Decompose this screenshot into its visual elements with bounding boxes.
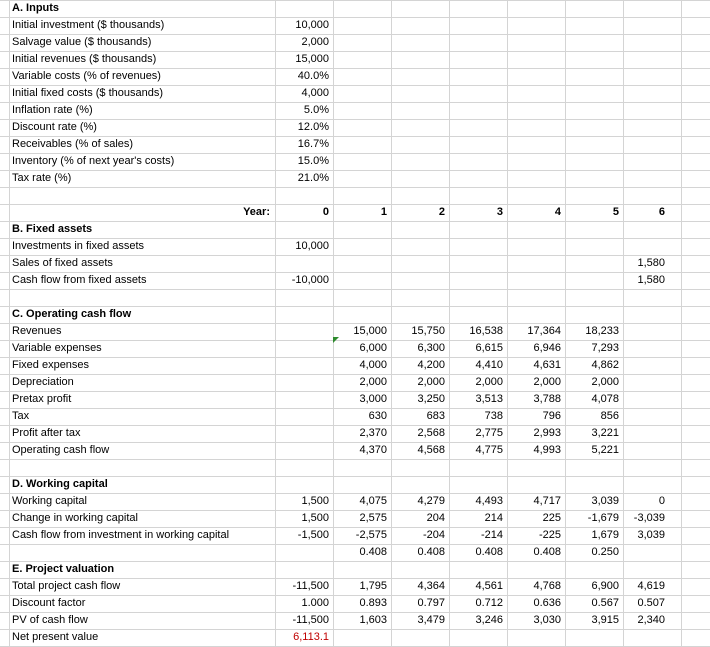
operating-value[interactable]: 4,568 <box>417 444 445 456</box>
valuation-value[interactable]: 3,915 <box>591 614 619 626</box>
input-value[interactable]: 10,000 <box>295 19 329 31</box>
operating-value[interactable]: 4,775 <box>475 444 503 456</box>
operating-value[interactable]: 2,568 <box>417 427 445 439</box>
fixed-assets-value[interactable]: 1,580 <box>637 257 665 269</box>
valuation-value[interactable]: 4,364 <box>417 580 445 592</box>
input-value[interactable]: 21.0% <box>297 172 329 184</box>
working-capital-value[interactable]: -2,575 <box>355 529 387 541</box>
input-label[interactable]: Initial fixed costs ($ thousands) <box>12 87 164 99</box>
operating-value[interactable]: 4,631 <box>533 359 561 371</box>
working-capital-value[interactable]: 225 <box>542 512 561 524</box>
valuation-row-label[interactable]: PV of cash flow <box>12 614 88 626</box>
year-header-label: Year: <box>243 206 270 218</box>
working-capital-value[interactable]: 3,039 <box>637 529 665 541</box>
operating-row-label[interactable]: Fixed expenses <box>12 359 90 371</box>
fixed-assets-row-label[interactable]: Cash flow from fixed assets <box>12 274 147 286</box>
working-capital-row-label[interactable]: Cash flow from investment in working capital <box>12 529 230 541</box>
working-capital-value[interactable]: 0.250 <box>591 546 619 558</box>
gridline-horizontal <box>0 289 710 290</box>
operating-row-label[interactable]: Profit after tax <box>12 427 81 439</box>
working-capital-value[interactable]: 4,075 <box>359 495 387 507</box>
working-capital-value[interactable]: -1,500 <box>297 529 329 541</box>
input-label[interactable]: Discount rate (%) <box>12 121 97 133</box>
valuation-row-label[interactable]: Net present value <box>12 631 99 643</box>
input-value[interactable]: 5.0% <box>303 104 329 116</box>
fixed-assets-row-label[interactable]: Sales of fixed assets <box>12 257 113 269</box>
net-present-value[interactable]: 6,113.1 <box>293 631 329 643</box>
working-capital-value[interactable]: 2,575 <box>359 512 387 524</box>
valuation-value[interactable]: 2,340 <box>637 614 665 626</box>
input-value[interactable]: 12.0% <box>297 121 329 133</box>
year-header-cell[interactable]: 2 <box>438 206 445 218</box>
input-label[interactable]: Tax rate (%) <box>12 172 72 184</box>
operating-value[interactable]: 2,993 <box>533 427 561 439</box>
operating-value[interactable]: 683 <box>426 410 445 422</box>
operating-value[interactable]: 7,293 <box>591 342 619 354</box>
operating-value[interactable]: 15,750 <box>411 325 445 337</box>
operating-value[interactable]: 6,300 <box>417 342 445 354</box>
input-label[interactable]: Salvage value ($ thousands) <box>12 36 152 48</box>
section-title-valuation[interactable]: E. Project valuation <box>12 563 115 575</box>
section-title-working-capital[interactable]: D. Working capital <box>12 478 108 490</box>
working-capital-value[interactable]: 1,500 <box>301 495 329 507</box>
valuation-value[interactable]: 0.797 <box>417 597 445 609</box>
valuation-value[interactable]: 4,619 <box>637 580 665 592</box>
fixed-assets-row-label[interactable]: Investments in fixed assets <box>12 240 145 252</box>
year-header-cell[interactable]: 4 <box>554 206 561 218</box>
working-capital-value[interactable]: 1,500 <box>301 512 329 524</box>
operating-row-label[interactable]: Revenues <box>12 325 62 337</box>
working-capital-row-label[interactable]: Working capital <box>12 495 87 507</box>
working-capital-row-label[interactable]: Change in working capital <box>12 512 138 524</box>
year-header-cell[interactable]: 0 <box>322 206 329 218</box>
working-capital-value[interactable]: 0.408 <box>359 546 387 558</box>
operating-value[interactable]: 630 <box>368 410 387 422</box>
year-header-cell[interactable]: 3 <box>496 206 503 218</box>
working-capital-value[interactable]: -3,039 <box>633 512 665 524</box>
operating-value[interactable]: 4,862 <box>591 359 619 371</box>
section-title-inputs[interactable]: A. Inputs <box>12 2 60 14</box>
working-capital-value[interactable]: 0.408 <box>533 546 561 558</box>
operating-value[interactable]: 4,410 <box>475 359 503 371</box>
operating-value[interactable]: 6,000 <box>359 342 387 354</box>
fixed-assets-value[interactable]: 10,000 <box>295 240 329 252</box>
input-value[interactable]: 2,000 <box>301 36 329 48</box>
operating-row-label[interactable]: Tax <box>12 410 30 422</box>
operating-value[interactable]: 4,078 <box>591 393 619 405</box>
input-value[interactable]: 40.0% <box>297 70 329 82</box>
working-capital-value[interactable]: 0 <box>658 495 665 507</box>
operating-value[interactable]: 738 <box>484 410 503 422</box>
valuation-value[interactable]: 3,030 <box>533 614 561 626</box>
operating-value[interactable]: 796 <box>542 410 561 422</box>
valuation-value[interactable]: 0.712 <box>475 597 503 609</box>
valuation-value[interactable]: 0.567 <box>591 597 619 609</box>
operating-row-label[interactable]: Operating cash flow <box>12 444 110 456</box>
operating-value[interactable]: 6,615 <box>475 342 503 354</box>
valuation-value[interactable]: 6,900 <box>591 580 619 592</box>
valuation-value[interactable]: 1.000 <box>301 597 329 609</box>
working-capital-value[interactable]: 4,279 <box>417 495 445 507</box>
year-header-cell[interactable]: 5 <box>612 206 619 218</box>
working-capital-value[interactable]: 1,679 <box>591 529 619 541</box>
valuation-value[interactable]: -11,500 <box>292 614 329 626</box>
operating-value[interactable]: 2,775 <box>475 427 503 439</box>
operating-value[interactable]: 17,364 <box>527 325 561 337</box>
operating-value[interactable]: 15,000 <box>353 325 387 337</box>
working-capital-value[interactable]: 3,039 <box>591 495 619 507</box>
working-capital-value[interactable]: -204 <box>422 529 445 541</box>
operating-value[interactable]: 3,788 <box>533 393 561 405</box>
working-capital-value[interactable]: -214 <box>480 529 503 541</box>
valuation-value[interactable]: 0.507 <box>637 597 665 609</box>
valuation-row-label[interactable]: Total project cash flow <box>12 580 121 592</box>
gridline-horizontal <box>0 187 710 188</box>
operating-value[interactable]: 3,221 <box>591 427 619 439</box>
year-header-cell[interactable]: 1 <box>380 206 387 218</box>
operating-value[interactable]: 2,000 <box>359 376 387 388</box>
working-capital-value[interactable]: 214 <box>484 512 503 524</box>
operating-value[interactable]: 2,000 <box>533 376 561 388</box>
operating-value[interactable]: 4,993 <box>533 444 561 456</box>
working-capital-value[interactable]: 4,493 <box>475 495 503 507</box>
operating-value[interactable]: 3,000 <box>359 393 387 405</box>
operating-value[interactable]: 16,538 <box>469 325 503 337</box>
input-label[interactable]: Inflation rate (%) <box>12 104 93 116</box>
working-capital-value[interactable]: 204 <box>426 512 445 524</box>
valuation-row-label[interactable]: Discount factor <box>12 597 86 609</box>
section-title-fixed-assets[interactable]: B. Fixed assets <box>12 223 93 235</box>
operating-row-label[interactable]: Pretax profit <box>12 393 72 405</box>
operating-value[interactable]: 2,000 <box>475 376 503 388</box>
operating-value[interactable]: 3,513 <box>475 393 503 405</box>
valuation-value[interactable]: 1,603 <box>359 614 387 626</box>
operating-value[interactable]: 856 <box>600 410 619 422</box>
operating-value[interactable]: 2,000 <box>591 376 619 388</box>
gridline-horizontal <box>0 459 710 460</box>
operating-value[interactable]: 3,250 <box>417 393 445 405</box>
error-indicator-icon <box>333 337 339 343</box>
year-header-cell[interactable]: 6 <box>658 206 665 218</box>
valuation-value[interactable]: 4,561 <box>475 580 503 592</box>
valuation-value[interactable]: 0.893 <box>359 597 387 609</box>
valuation-value[interactable]: 3,479 <box>417 614 445 626</box>
valuation-value[interactable]: 1,795 <box>359 580 387 592</box>
operating-value[interactable]: 2,000 <box>417 376 445 388</box>
input-label[interactable]: Initial revenues ($ thousands) <box>12 53 157 65</box>
fixed-assets-value[interactable]: -10,000 <box>291 274 329 286</box>
operating-value[interactable]: 2,370 <box>359 427 387 439</box>
valuation-value[interactable]: 0.636 <box>533 597 561 609</box>
working-capital-value[interactable]: 4,717 <box>533 495 561 507</box>
operating-value[interactable]: 5,221 <box>591 444 619 456</box>
valuation-value[interactable]: -11,500 <box>292 580 329 592</box>
input-value[interactable]: 15.0% <box>297 155 329 167</box>
working-capital-value[interactable]: 0.408 <box>475 546 503 558</box>
input-value[interactable]: 4,000 <box>301 87 329 99</box>
input-label[interactable]: Initial investment ($ thousands) <box>12 19 165 31</box>
fixed-assets-value[interactable]: 1,580 <box>637 274 665 286</box>
operating-value[interactable]: 4,000 <box>359 359 387 371</box>
input-label[interactable]: Inventory (% of next year's costs) <box>12 155 175 167</box>
working-capital-value[interactable]: -225 <box>538 529 561 541</box>
input-value[interactable]: 16.7% <box>297 138 329 150</box>
operating-value[interactable]: 6,946 <box>533 342 561 354</box>
operating-value[interactable]: 4,200 <box>417 359 445 371</box>
working-capital-value[interactable]: 0.408 <box>417 546 445 558</box>
valuation-value[interactable]: 3,246 <box>475 614 503 626</box>
operating-value[interactable]: 4,370 <box>359 444 387 456</box>
operating-row-label[interactable]: Variable expenses <box>12 342 102 354</box>
working-capital-value[interactable]: -1,679 <box>587 512 619 524</box>
input-value[interactable]: 15,000 <box>295 53 329 65</box>
input-label[interactable]: Variable costs (% of revenues) <box>12 70 161 82</box>
input-label[interactable]: Receivables (% of sales) <box>12 138 134 150</box>
operating-row-label[interactable]: Depreciation <box>12 376 74 388</box>
section-title-operating[interactable]: C. Operating cash flow <box>12 308 132 320</box>
operating-value[interactable]: 18,233 <box>585 325 619 337</box>
valuation-value[interactable]: 4,768 <box>533 580 561 592</box>
